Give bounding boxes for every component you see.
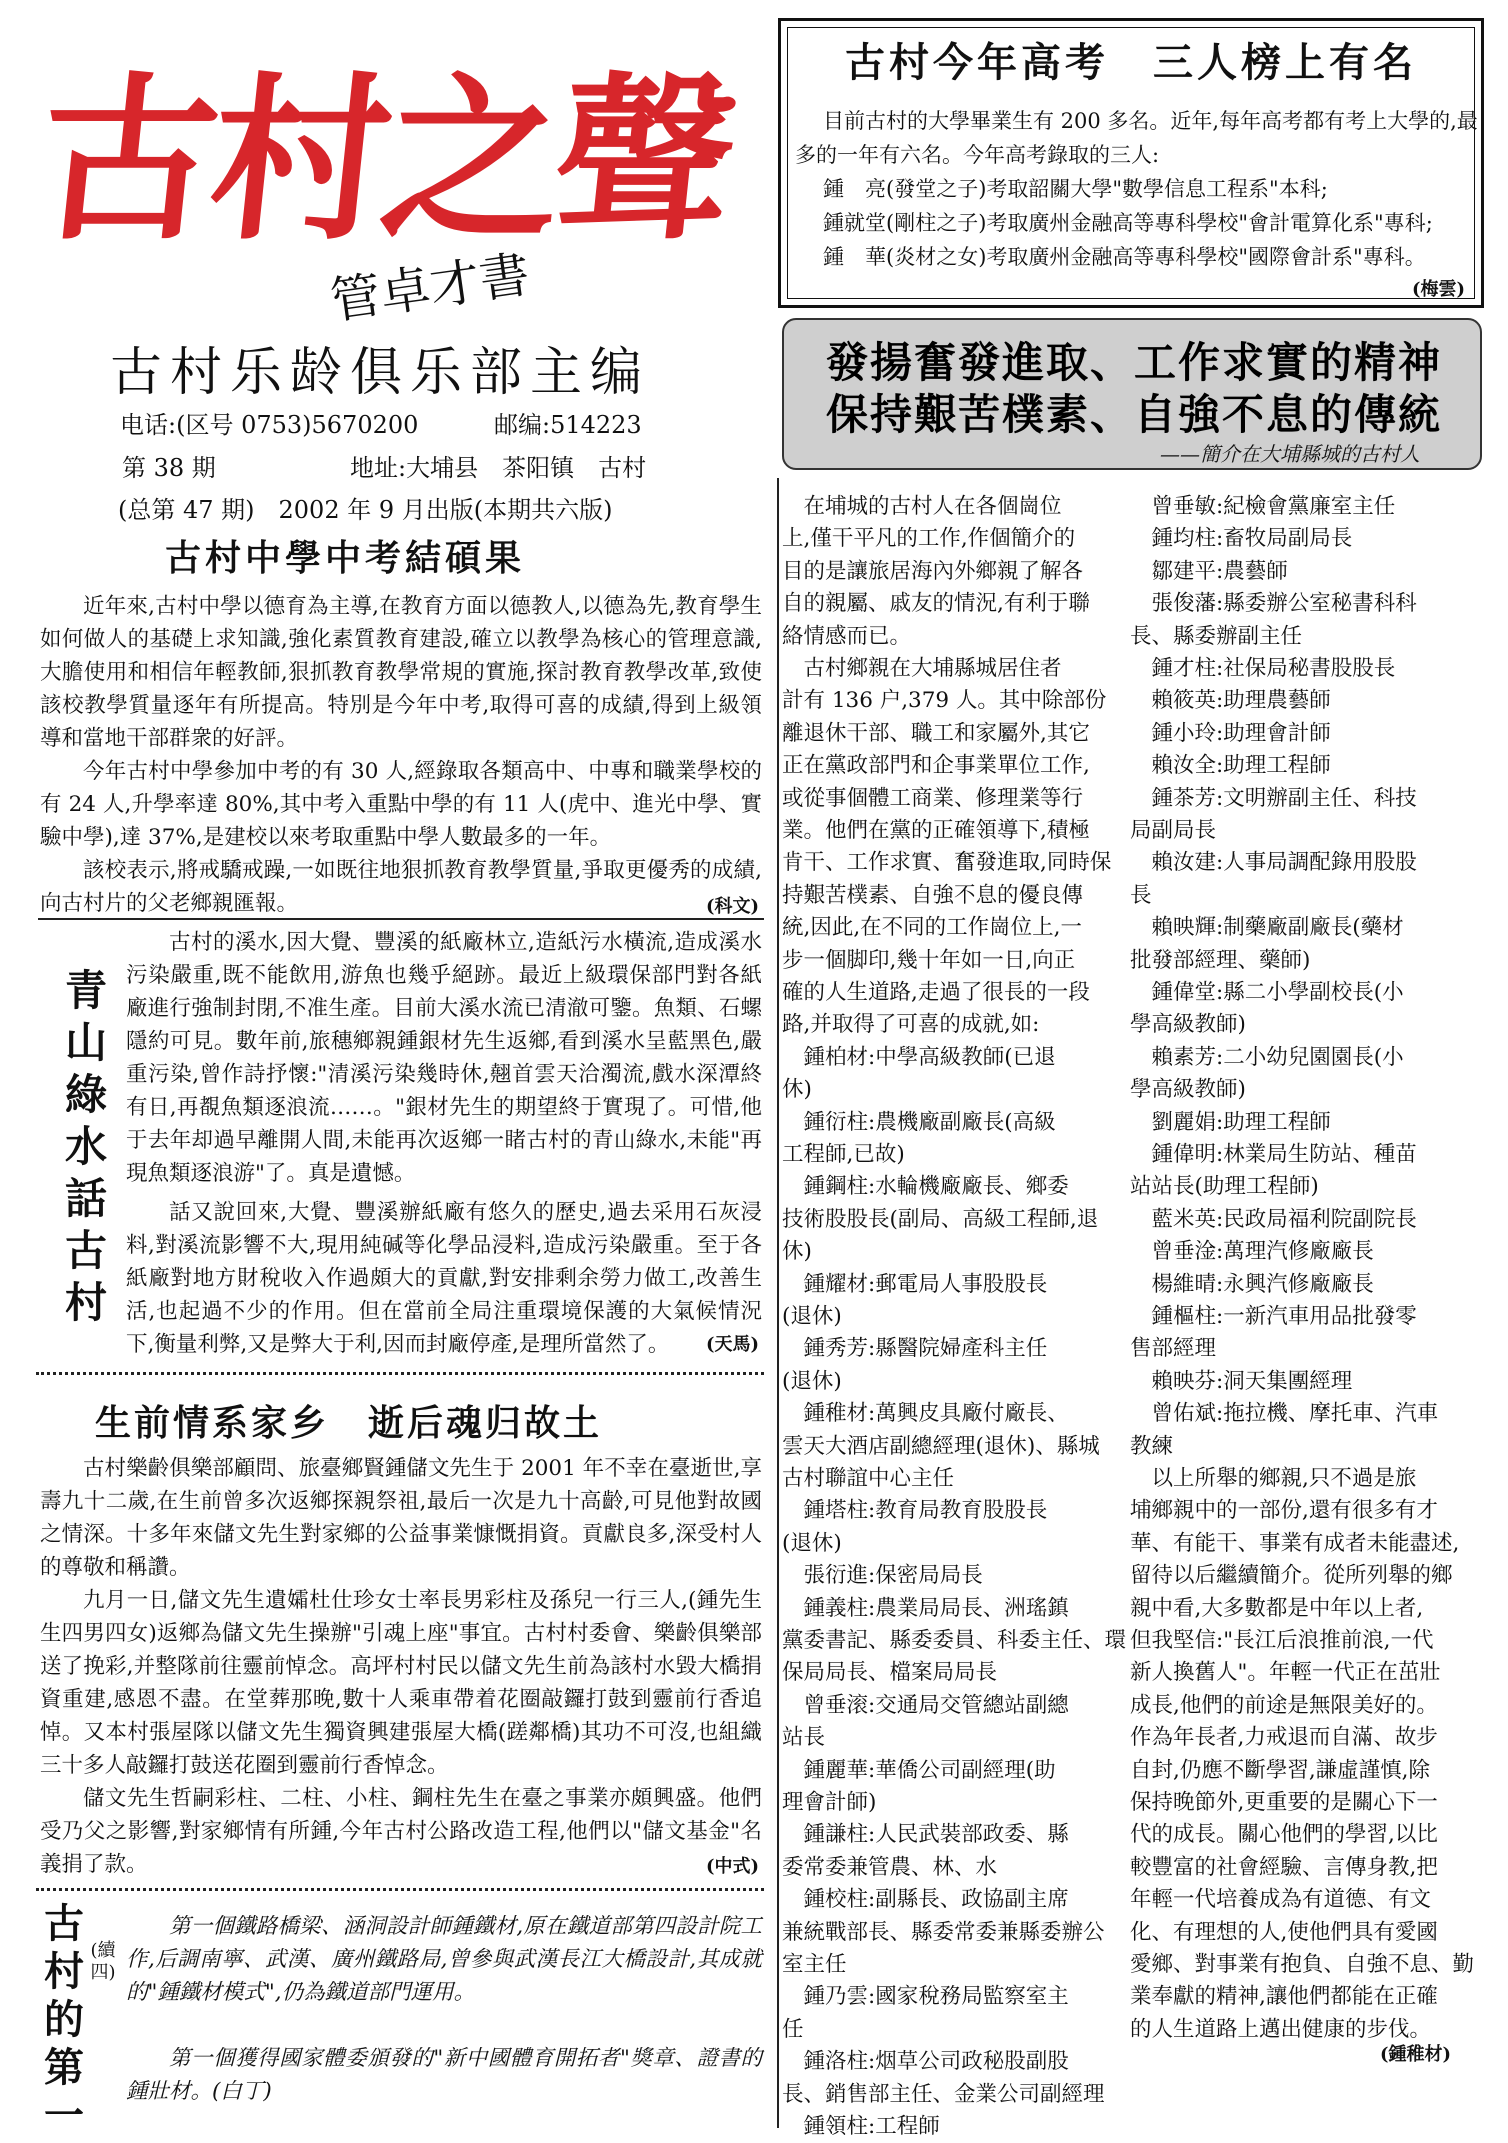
county-article-line: 上,僅干平凡的工作,作個簡介的	[782, 526, 1076, 552]
county-article-line: 局副局長	[1130, 818, 1217, 843]
zhong-article-title: 生前情系家乡 逝后魂归故土	[95, 1402, 603, 1444]
county-article-line: 鍾麗華:華僑公司副經理(助	[782, 1757, 1056, 1783]
exam-article-title: 古村中學中考結碩果	[165, 537, 526, 579]
county-article-line: (退休)	[782, 1530, 842, 1556]
county-article-line: 站長	[782, 1725, 826, 1751]
firsts-continued-label: (續四)	[90, 1940, 116, 1983]
firsts-article-title: 古村的第一	[44, 1900, 84, 2139]
county-article-line: 曾佑斌:拖拉機、摩托車、汽車	[1130, 1401, 1439, 1427]
county-article-line: 古村聯誼中心主任	[782, 1466, 955, 1491]
county-article-line: 藍米英:民政局福利院副院長	[1130, 1206, 1417, 1232]
county-article-line: 愛鄉、對事業有抱負、自強不息、勤	[1130, 1952, 1475, 1977]
county-article-line: 理會計師)	[782, 1790, 877, 1815]
divider	[36, 1372, 764, 1375]
county-article-line: 教練	[1130, 1433, 1174, 1459]
county-article-line: 鍾鋼柱:水輪機廠廠長、鄉委	[782, 1174, 1069, 1200]
river-article-paragraph: 古村的溪水,因大覺、豐溪的紙廠林立,造紙污水橫流,造成溪水污染嚴重,既不能飲用,游魚也幾乎絕跡。最近上級環保部門對各紙廠進行強制封閉,不准生產。目前大溪水流已清澈可鑒。魚類、石螺隱約可見。數年前,旅穗鄉親鍾銀材先生返鄉,看到溪水呈藍黑色,嚴重污染,曾作詩抒懷:"清溪污染幾時休,翹首雲天洽濁流,戲水深潭終有日,再覩魚類逐浪流……。"銀材先生的期望終于實現了。可惜,他于去年却過早離開人間,未能再次返鄉一睹古村的青山綠水,未能"再現魚類逐浪游"了。真是遺憾。	[126, 930, 762, 1186]
county-article-line: 鍾偉明:林業局生防站、種苗	[1130, 1142, 1417, 1167]
county-article-author: (鍾稚材)	[1380, 2044, 1452, 2065]
county-article-line: 鍾塔柱:教育局教育股股長	[782, 1498, 1048, 1524]
zhong-article-paragraph: 古村樂齡俱樂部顧問、旅臺鄉賢鍾儲文先生于 2001 年不幸在臺逝世,享壽九十二歲,在生前曾多次返鄉探親祭祖,最后一次是九十高齡,可見他對故國之情深。十多年來儲文先生對家鄉的公益事業慷慨捐資。貢獻良多,深受村人的尊敬和稱讚。	[40, 1456, 762, 1580]
county-article-line: 雲天大酒店副總經理(退休)、縣城	[782, 1433, 1100, 1459]
county-article-line: 賴映芬:洞天集團經理	[1130, 1368, 1353, 1394]
county-article-line: 親中看,大多數都是中年以上者,	[1130, 1595, 1424, 1621]
county-article-line: 代的成長。關心他們的學習,以比	[1130, 1822, 1438, 1848]
county-article-line: 站站長(助理工程師)	[1130, 1174, 1319, 1200]
county-article-line: 長、縣委辦副主任	[1130, 623, 1303, 649]
county-article-line: (退休)	[782, 1368, 842, 1394]
column-divider	[777, 478, 779, 2128]
county-article-line: 埔鄉親中的一部份,還有很多有才	[1130, 1498, 1438, 1524]
county-article-line: 鍾耀材:郵電局人事股股長	[782, 1271, 1048, 1297]
county-article-line: 賴汝建:人事局調配錄用股股	[1130, 850, 1417, 876]
county-article-line: 鍾偉堂:縣二小學副校長(小	[1130, 980, 1404, 1005]
firsts-article-paragraph: 第一個獲得國家體委頒發的"新中國體育開拓者"獎章、證書的鍾壯材。(白丁)	[126, 2046, 762, 2104]
county-article-line: 在埔城的古村人在各個崗位	[782, 494, 1062, 519]
slogan-box	[782, 318, 1482, 470]
county-article-line: 劉麗娟:助理工程師	[1130, 1109, 1331, 1135]
gaokao-student: 鍾就堂(剛柱之子)考取廣州金融高等專科學校"會計電算化系"專科;	[823, 211, 1433, 235]
issue-number: 第 38 期	[122, 454, 216, 482]
county-article-line: 路,并取得了可喜的成就,如:	[782, 1012, 1040, 1038]
zhong-article-paragraph: 儲文先生哲嗣彩柱、二柱、小柱、鋼柱先生在臺之事業亦頗興盛。他們受乃父之影響,對家鄉情有所鍾,今年古村公路改造工程,他們以"儲文基金"名義捐了款。	[40, 1786, 762, 1877]
zhong-article-paragraph: 九月一日,儲文先生遺孀杜仕珍女士率長男彩柱及孫兒一行三人,(鍾先生生四男四女)返鄉為儲文先生操辦"引魂上座"事宜。古村村委會、樂齡俱樂部送了挽彩,并整隊前往靈前悼念。高坪村村民以儲文先生前為該村水毀大橋捐資重建,感恩不盡。在堂葬那晚,數十人乘車帶着花圈敲鑼打鼓到靈前行香追悼。又本村張屋隊以儲文先生獨資興建張屋大橋(蹉鄰橋)其功不可沒,也組織三十多人敲鑼打鼓送花圈到靈前行香悼念。	[40, 1588, 762, 1778]
masthead-title: 古村之聲	[29, 55, 740, 264]
county-article-line: 張衍進:保密局局長	[782, 1563, 983, 1589]
county-article-line: 鍾樞柱:一新汽車用品批發零	[1130, 1304, 1417, 1329]
county-article-line: 鍾校柱:副縣長、政協副主席	[782, 1887, 1069, 1913]
county-article-line: 業。他們在黨的正確領導下,積極	[782, 818, 1090, 843]
county-article-line: 委常委兼管農、林、水	[782, 1854, 998, 1880]
gaokao-student: 鍾 亮(發堂之子)考取韶關大學"數學信息工程系"本科;	[823, 177, 1328, 201]
county-article-line: 計有 136 户,379 人。其中除部份	[782, 688, 1107, 714]
editor-line: 古村乐龄俱乐部主编	[110, 343, 651, 403]
county-article-line: 步一個脚印,幾十年如一日,向正	[782, 947, 1076, 973]
county-article-line: 業奉獻的精神,讓他們都能在正確	[1130, 1984, 1438, 2010]
county-article-line: 長	[1130, 882, 1152, 908]
county-article-line: 自的親屬、戚友的情況,有利于聯	[782, 591, 1090, 617]
county-article-line: 鍾洛柱:烟草公司政秘股副股	[782, 2049, 1069, 2075]
river-article-author: (天馬)	[706, 1334, 760, 1355]
county-article-line: 鍾義柱:農業局局長、洲瑤鎮	[782, 1595, 1069, 1621]
gaokao-author: (梅雲)	[1411, 279, 1465, 300]
county-article-line: 張俊藩:縣委辦公室秘書科科	[1130, 591, 1417, 617]
calligrapher-signature: 管卓才書	[327, 245, 534, 331]
gaokao-text: 多的一年有六名。今年高考錄取的三人:	[795, 143, 1160, 167]
county-article-line: 曾垂淦:萬理汽修廠廠長	[1130, 1239, 1374, 1265]
county-article-line: 鍾均柱:畜牧局副局長	[1130, 526, 1353, 552]
county-article-line: 保局局長、檔案局局長	[782, 1660, 998, 1686]
county-article-line: 成長,他們的前途是無限美好的。	[1130, 1692, 1438, 1718]
county-article-line: 新人換舊人"。年輕一代正在茁壯	[1130, 1660, 1441, 1686]
county-article-line: 賴映輝:制藥廠副廠長(藥材	[1130, 915, 1404, 941]
county-article-line: 休)	[782, 1239, 812, 1265]
county-article-line: 賴素芳:二小幼兒園園長(小	[1130, 1044, 1404, 1070]
county-article-line: 黨委書記、縣委委員、科委主任、環	[782, 1628, 1127, 1653]
county-article-line: 鍾秀芳:縣醫院婦產科主任	[782, 1336, 1048, 1362]
address: 地址:大埔县 茶阳镇 古村	[350, 454, 647, 482]
county-article-line: 鍾茶芳:文明辦副主任、科技	[1130, 785, 1417, 811]
gaokao-title: 古村今年高考 三人榜上有名	[845, 39, 1417, 86]
county-article-line: (退休)	[782, 1304, 842, 1329]
county-article-line: 售部經理	[1130, 1336, 1217, 1362]
county-article-line: 室主任	[782, 1952, 847, 1977]
county-article-line: 或從事個體工商業、修理業等行	[782, 785, 1084, 811]
firsts-article-paragraph: 第一個鐵路橋梁、涵洞設計師鍾鐵材,原在鐵道部第四設計院工作,后調南寧、武漢、廣州鐵路局,曾參與武漢長江大橋設計,其成就的"鍾鐵材模式",仍為鐵道部門運用。	[126, 1914, 762, 2005]
exam-article-paragraph: 近年來,古村中學以德育為主導,在教育方面以德教人,以德為先,教育學生如何做人的基礎上求知識,強化素質教育建設,確立以教學為核心的管理意識,大膽使用和相信年輕教師,狠抓教育教學常規的實施,探討教育教學改革,致使該校教學質量逐年有所提高。特別是今年中考,取得可喜的成績,得到上級領導和當地干部群衆的好評。	[40, 594, 762, 751]
county-article-line: 以上所舉的鄉親,只不過是旅	[1130, 1466, 1417, 1491]
county-article-line: 自封,仍應不斷學習,謙虛謹慎,除	[1130, 1757, 1431, 1783]
river-article-title: 青山綠水話古村	[64, 966, 107, 1327]
county-article-line: 較豐富的社會經驗、言傳身教,把	[1130, 1854, 1438, 1880]
county-article-line: 學高級教師)	[1130, 1077, 1246, 1103]
postcode: 邮编:514223	[494, 411, 642, 439]
county-article-line: 確的人生道路,走過了很長的一段	[782, 980, 1090, 1005]
county-article-line: 目的是讓旅居海內外鄉親了解各	[782, 558, 1084, 584]
exam-article-author: (科文)	[706, 896, 760, 917]
county-article-line: 但我堅信:"長江后浪推前浪,一代	[1130, 1628, 1434, 1653]
county-article-line: 兼統戰部長、縣委常委兼縣委辦公	[782, 1919, 1105, 1945]
county-article-line: 留待以后繼續簡介。從所列舉的鄉	[1130, 1563, 1453, 1589]
divider	[36, 1888, 764, 1891]
county-article-line: 鍾領柱:工程師	[782, 2114, 940, 2139]
county-article-line: 離退休干部、職工和家屬外,其它	[782, 720, 1090, 746]
slogan-line-2: 保持艱苦樸素、自強不息的傳統	[825, 390, 1442, 439]
county-article-line: 鍾稚材:萬興皮具廠付廠長、	[782, 1401, 1069, 1427]
county-article-line: 統,因此,在不同的工作崗位上,一	[782, 915, 1083, 941]
zhong-article-author: (中式)	[706, 1856, 760, 1877]
county-article-line: 化、有理想的人,使他們具有愛國	[1130, 1919, 1438, 1945]
county-article-line: 鍾才柱:社保局秘書股股長	[1130, 656, 1396, 681]
exam-article-paragraph: 該校表示,將戒驕戒躁,一如既往地狠抓教育教學質量,爭取更優秀的成績,向古村片的父老鄉親匯報。	[40, 858, 762, 916]
county-article-line: 任	[782, 2016, 804, 2042]
total-issue: (总第 47 期) 2002 年 9 月出版(本期共六版)	[118, 496, 613, 524]
divider	[38, 918, 764, 920]
county-article-line: 鍾乃雲:國家稅務局監察室主	[782, 1984, 1069, 2010]
county-article-line: 的人生道路上邁出健康的步伐。	[1130, 2016, 1432, 2042]
county-article-line: 肯干、工作求實、奮發進取,同時保	[782, 850, 1112, 876]
county-article-line: 批發部經理、藥師)	[1130, 947, 1311, 973]
county-article-line: 持艱苦樸素、自強不息的優良傳	[782, 882, 1084, 908]
county-article-line: 古村鄉親在大埔縣城居住者	[782, 656, 1062, 681]
county-article-line: 正在黨政部門和企事業單位工作,	[782, 753, 1090, 779]
county-article-line: 鍾柏材:中學高級教師(已退	[782, 1044, 1056, 1070]
county-article-line: 賴筱英:助理農藝師	[1130, 688, 1331, 714]
slogan-line-1: 發揚奮發進取、工作求實的精神	[825, 338, 1442, 387]
county-article-line: 曾垂敏:紀檢會黨廉室主任	[1130, 494, 1396, 519]
county-article-line: 賴汝全:助理工程師	[1130, 753, 1331, 779]
county-article-line: 華、有能干、事業有成者未能盡述,	[1130, 1530, 1460, 1556]
county-article-line: 作為年長者,力戒退而自滿、故步	[1130, 1725, 1438, 1751]
county-article-line: 技術股股長(副局、高級工程師,退	[782, 1206, 1099, 1232]
exam-article-paragraph: 今年古村中學參加中考的有 30 人,經錄取各類高中、中專和職業學校的有 24 人,升學率達 80%,其中考入重點中學的有 11 人(虎中、進光中學、實驗中學),達 37%,是建校以來考取重點中學人數最多的一年。	[40, 759, 762, 850]
gaokao-text: 目前古村的大學畢業生有 200 多名。近年,每年高考都有考上大學的,最	[823, 109, 1478, 133]
county-article-line: 年輕一代培養成為有道德、有文	[1130, 1887, 1432, 1913]
county-article-line: 學高級教師)	[1130, 1012, 1246, 1038]
county-article-line: 休)	[782, 1077, 812, 1103]
gaokao-student: 鍾 華(炎材之女)考取廣州金融高等專科學校"國際會計系"專科。	[823, 245, 1426, 269]
county-article-line: 長、銷售部主任、金業公司副經理	[782, 2081, 1105, 2107]
county-article-line: 鍾謙柱:人民武裝部政委、縣	[782, 1822, 1069, 1848]
phone-number: 电话:(区号 0753)5670200	[120, 411, 419, 439]
slogan-subtitle: ——簡介在大埔縣城的古村人	[1160, 442, 1420, 466]
county-article-line: 鄒建平:農藝師	[1130, 558, 1288, 584]
gaokao-box	[778, 18, 1484, 308]
county-article-line: 絡情感而已。	[782, 623, 912, 649]
county-article-line: 工程師,已故)	[782, 1142, 905, 1167]
county-article-line: 保持晚節外,更重要的是關心下一	[1130, 1790, 1438, 1815]
county-article-line: 鍾衍柱:農機廠副廠長(高級	[782, 1109, 1056, 1135]
county-article-line: 鍾小玲:助理會計師	[1130, 720, 1331, 746]
county-article-line: 楊維晴:永興汽修廠廠長	[1130, 1271, 1374, 1297]
river-article-paragraph: 話又說回來,大覺、豐溪辦紙廠有悠久的歷史,過去采用石灰浸料,對溪流影響不大,現用純碱等化學品浸料,造成污染嚴重。至于各紙廠對地方財稅收入作過頗大的貢獻,對安排剩余勞力做工,改善生活,也起過不少的作用。但在當前全局注重環境保護的大氣候情況下,衡量利弊,又是弊大于利,因而封廠停產,是理所當然了。	[126, 1200, 762, 1357]
county-article-line: 曾垂滚:交通局交管總站副總	[782, 1692, 1069, 1718]
